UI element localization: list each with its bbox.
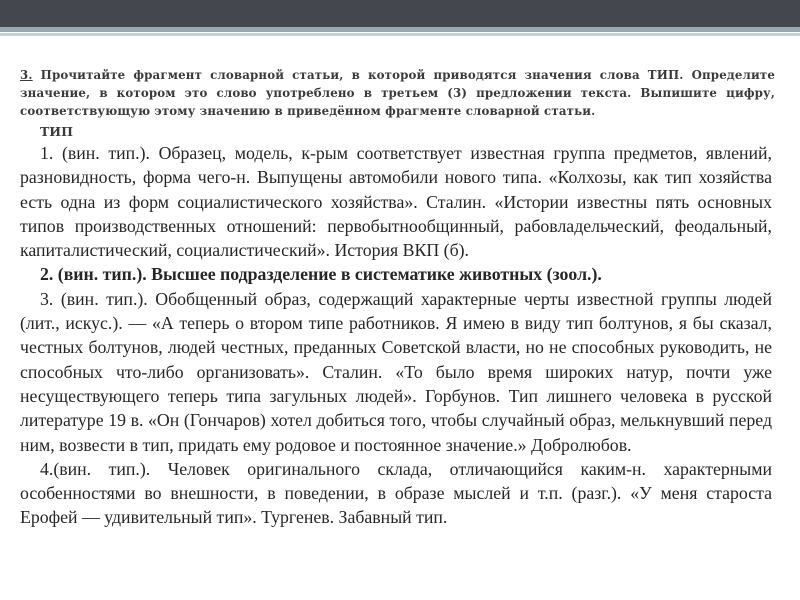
task-text: Прочитайте фрагмент словарной статьи, в которой приводятся значения слова ТИП. Определите значение, в котором это слово употреблено в третьем (3) предложении текста. Выпишите цифру, соответствующую этому значению в приведённом фрагменте словарной статьи. [20, 68, 775, 118]
header-rule-blue [0, 27, 800, 32]
dictionary-article [20, 141, 772, 530]
meaning-4: 4.(вин. тип.). Человек оригинального склада, отличающийся каким-н. характерными особенностями во внешности, в поведении, в образе мыслей и т.п. (разг.). «У меня староста Ерофей — удивительный тип». Тургенев. Забавный тип. [20, 458, 772, 528]
task-instruction [20, 66, 775, 120]
dictionary-headword: ТИП [40, 124, 73, 139]
meaning-1: 1. (вин. тип.). Образец, модель, к-рым соответствует известная группа предметов, явлений, разновидность, форма чего-н. Выпущены автомобили нового типа. «Колхозы, как тип хозяйства есть одна из форм социалистического хозяйства». Сталин. «Истории известны пять основных типов производственных отношений: первобытнообщинный, рабовладельческий, феодальный, капиталистический, социалистический». История ВКП (б). [20, 143, 772, 261]
slide-header-bar [0, 0, 800, 27]
header-rule-teal [0, 33, 800, 36]
meaning-2: 2. (вин. тип.). Высшее подразделение в систематике животных (зоол.). [40, 264, 602, 285]
task-number: 3. [20, 68, 33, 82]
meaning-3: 3. (вин. тип.). Обобщенный образ, содержащий характерные черты известной группы людей (лит., искус.). — «А теперь о втором типе работников. Я имею в виду тип болтунов, я бы сказал, честных болтунов, людей честных, преданных Советской власти, но не способных руководить, не способных что-либо организовать». Сталин. «То было время широких натур, почти уже несуществующего теперь типа загульных людей». Горбунов. Тип лишнего человека в русской литературе 19 в. «Он (Гончаров) хотел добиться того, чтобы случайный образ, мелькнувший перед ним, возвести в тип, придать ему родовое и постоянное значение.» Добролюбов. [20, 288, 772, 455]
